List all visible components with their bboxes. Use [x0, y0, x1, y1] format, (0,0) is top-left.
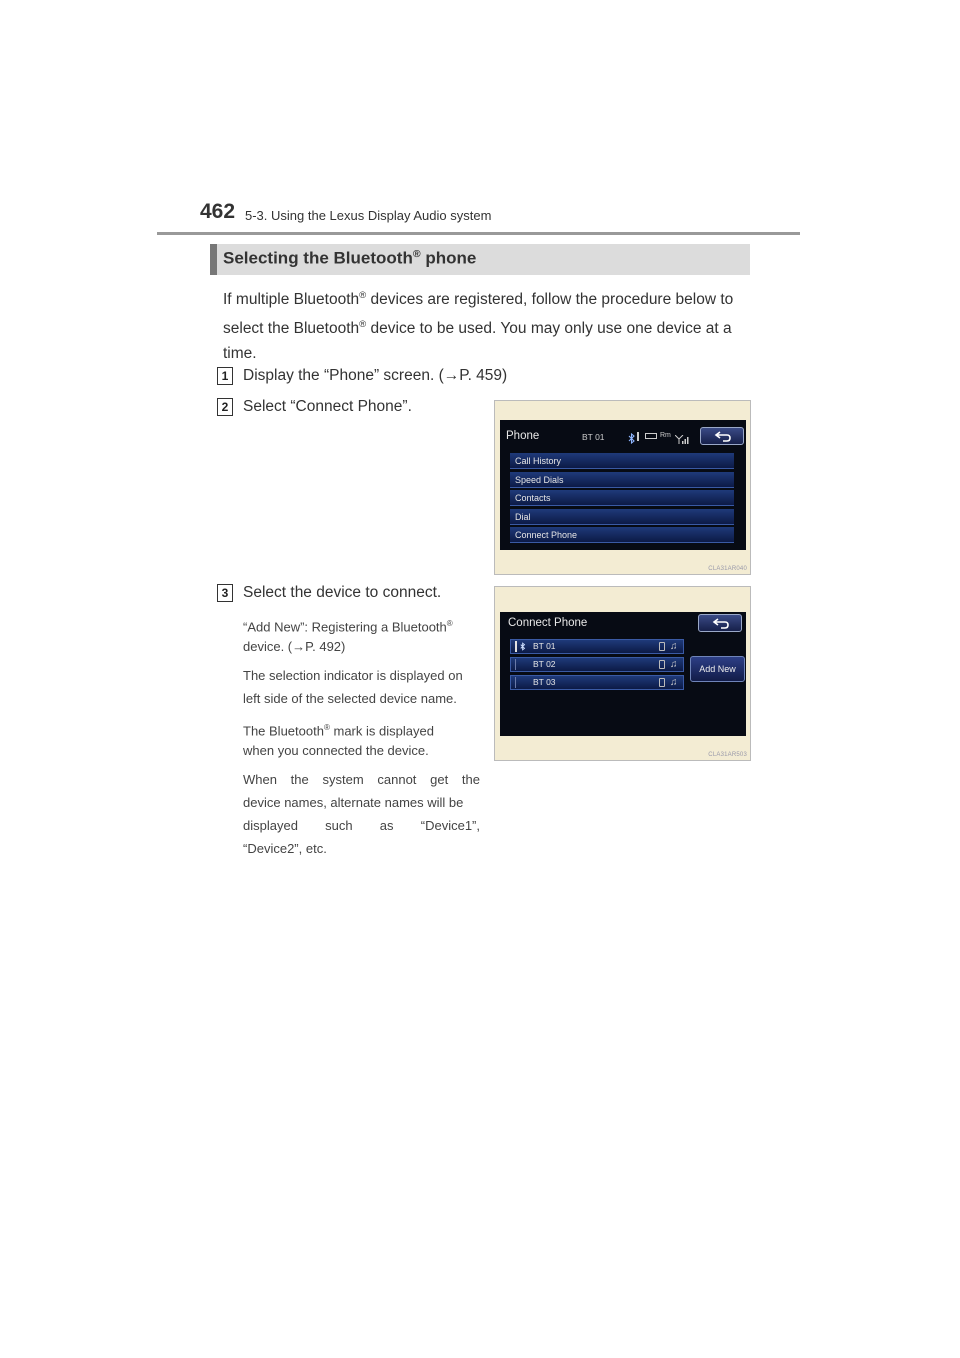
device-name: BT 02	[533, 659, 556, 669]
registered-mark: ®	[412, 248, 421, 260]
note-alt-names-1: When the system cannot get the	[243, 772, 480, 787]
bluetooth-icon	[628, 431, 636, 449]
step-3-text: Select the device to connect.	[243, 584, 442, 601]
note-add-new-2: device. (→P. 492)	[243, 639, 346, 654]
header-divider	[157, 232, 800, 235]
intro-text-3: device to be used. You may only use one device at a time.	[223, 320, 732, 363]
registered-mark: ®	[323, 723, 330, 732]
note-alt-names-2: device names, alternate names will be	[243, 795, 464, 810]
section-title-end: phone	[420, 248, 477, 268]
step-1-number: 1	[217, 367, 233, 385]
menu-item-connect-phone[interactable]: Connect Phone	[510, 527, 734, 543]
back-button[interactable]	[700, 427, 744, 445]
phone-screen-title: Phone	[506, 430, 540, 442]
figure-code: CLA31AR503	[708, 752, 747, 758]
intro-text-1: If multiple Bluetooth	[223, 291, 360, 309]
audio-profile-icon: ♫	[670, 641, 678, 652]
step-3-number: 3	[217, 584, 233, 602]
registered-mark: ®	[359, 319, 367, 331]
note-text: The Bluetooth	[243, 723, 324, 739]
section-title	[223, 248, 476, 269]
menu-item-contacts[interactable]: Contacts	[510, 490, 734, 506]
signal-strength-icon	[675, 431, 689, 449]
section-title-text: Selecting the Bluetooth	[223, 248, 413, 268]
connect-phone-screen	[500, 612, 746, 736]
intro-text-2: devices are registered, follow the procedure below to select the Bluetooth	[223, 291, 734, 338]
selection-indicator	[515, 641, 517, 652]
phone-profile-icon	[659, 660, 665, 669]
registered-mark: ®	[446, 619, 453, 628]
add-new-button[interactable]: Add New	[690, 656, 745, 682]
audio-profile-icon: ♫	[670, 677, 678, 688]
phone-screen-figure	[494, 400, 751, 575]
note-alt-names-4: “Device2”, etc.	[243, 841, 327, 856]
note-text: “Add New”: Registering a Bluetooth	[243, 619, 447, 635]
device-name: BT 01	[533, 641, 556, 651]
bluetooth-icon	[520, 642, 526, 651]
menu-item-call-history[interactable]: Call History	[510, 453, 734, 469]
device-row-bt01[interactable]	[510, 639, 684, 654]
page-number: 462	[200, 200, 236, 223]
back-arrow-icon	[714, 430, 732, 442]
connect-phone-title: Connect Phone	[508, 617, 588, 629]
phone-screen	[500, 420, 746, 550]
battery-icon	[645, 433, 657, 439]
device-row-bt02[interactable]	[510, 657, 684, 672]
phone-profile-icon	[659, 678, 665, 687]
note-bt-mark-2: when you connected the device.	[243, 743, 429, 758]
signal-indicator-icon	[637, 432, 639, 441]
note-indicator-2: left side of the selected device name.	[243, 691, 457, 706]
indicator-slot	[515, 677, 516, 688]
menu-item-dial[interactable]: Dial	[510, 509, 734, 525]
back-button[interactable]	[698, 614, 742, 632]
chapter-heading: 5-3. Using the Lexus Display Audio system	[245, 208, 492, 223]
step-2-text: Select “Connect Phone”.	[243, 398, 412, 415]
note-text: mark is displayed	[329, 723, 434, 739]
intro-paragraph	[223, 283, 747, 366]
registered-mark: ®	[359, 290, 367, 301]
indicator-slot	[515, 659, 516, 670]
phone-menu-list	[510, 453, 734, 544]
connect-phone-figure	[494, 586, 751, 761]
audio-profile-icon: ♫	[670, 659, 678, 670]
device-row-bt03[interactable]	[510, 675, 684, 690]
menu-item-speed-dials[interactable]: Speed Dials	[510, 472, 734, 488]
phone-profile-icon	[659, 642, 665, 651]
roaming-label: Rm	[660, 432, 671, 439]
step-2-number: 2	[217, 398, 233, 416]
connected-device-label: BT 01	[582, 432, 605, 442]
figure-code: CLA31AR040	[708, 566, 747, 572]
back-arrow-icon	[712, 617, 730, 629]
note-indicator-1: The selection indicator is displayed on	[243, 668, 463, 683]
note-alt-names-3: displayed such as “Device1”,	[243, 818, 480, 833]
device-name: BT 03	[533, 677, 556, 687]
step-1-text: Display the “Phone” screen. (→P. 459)	[243, 367, 508, 384]
